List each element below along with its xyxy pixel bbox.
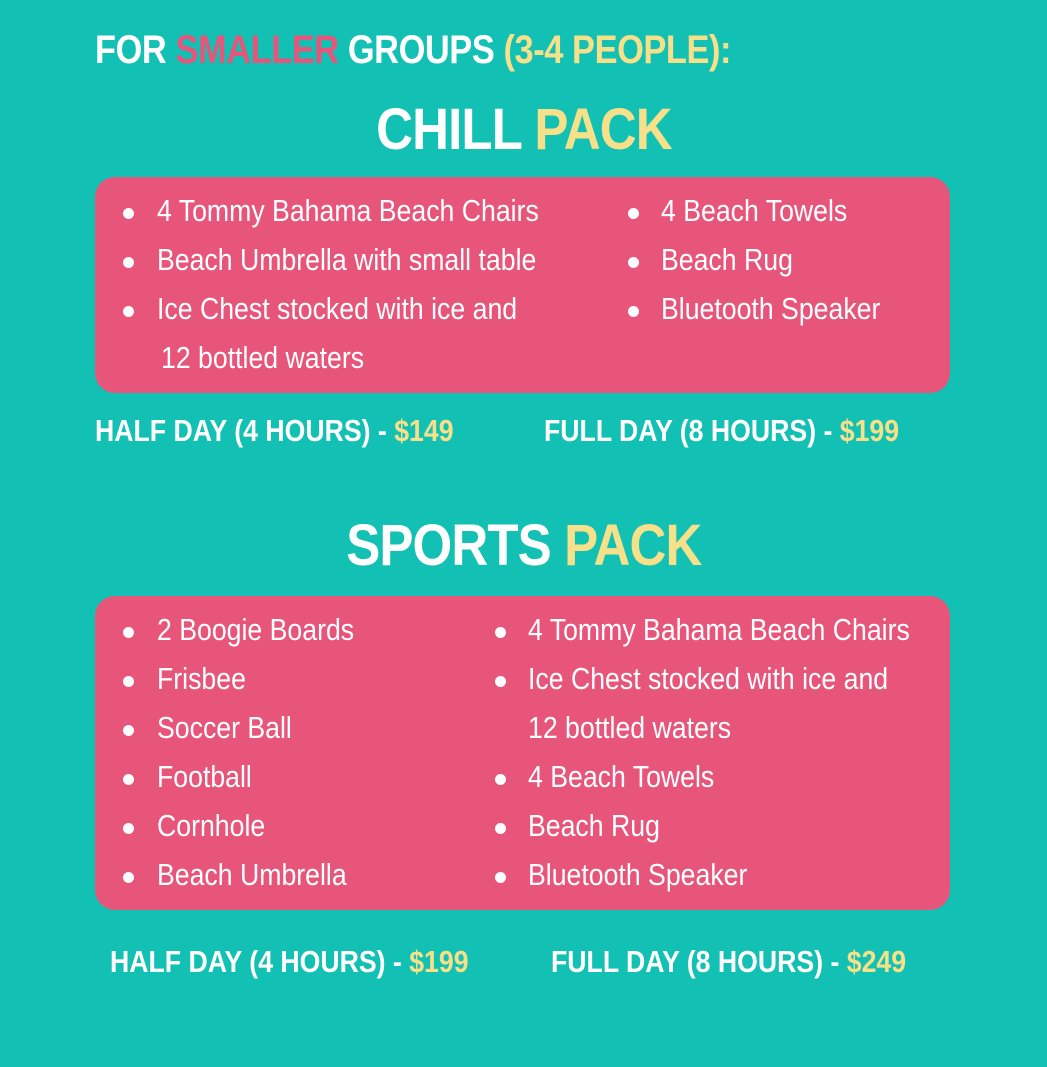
sports-item: Soccer Ball <box>157 710 292 745</box>
chill-item-continuation: 12 bottled waters <box>161 340 365 375</box>
chill-item: 4 Beach Towels <box>661 193 848 228</box>
sports-full-label: FULL DAY (8 HOURS) - <box>551 944 847 979</box>
heading-part-people: (3-4 PEOPLE): <box>503 28 732 72</box>
bullet-icon <box>123 725 134 736</box>
bullet-icon <box>628 306 639 317</box>
sports-full-day-price <box>551 944 906 980</box>
sports-item: Frisbee <box>157 661 246 696</box>
sports-item: Beach Rug <box>528 808 660 843</box>
bullet-icon <box>628 257 639 268</box>
sports-pack-title <box>0 512 1047 579</box>
sports-item: Bluetooth Speaker <box>528 857 748 892</box>
bullet-icon <box>123 208 134 219</box>
bullet-icon <box>123 774 134 785</box>
chill-full-amount: $199 <box>839 413 900 448</box>
heading-part-for: FOR <box>95 28 176 72</box>
sports-pack-card <box>95 596 950 910</box>
bullet-icon <box>495 676 506 687</box>
sports-item-continuation: 12 bottled waters <box>528 710 732 745</box>
sports-item: Football <box>157 759 252 794</box>
chill-title-pack: PACK <box>533 97 672 162</box>
bullet-icon <box>495 774 506 785</box>
heading-part-smaller: SMALLER <box>175 28 339 72</box>
bullet-icon <box>495 627 506 638</box>
bullet-icon <box>123 627 134 638</box>
chill-full-label: FULL DAY (8 HOURS) - <box>544 413 840 448</box>
bullet-icon <box>495 872 506 883</box>
sports-item: 2 Boogie Boards <box>157 612 355 647</box>
heading-part-groups: GROUPS <box>338 28 504 72</box>
bullet-icon <box>123 676 134 687</box>
sports-half-label: HALF DAY (4 HOURS) - <box>110 944 410 979</box>
sports-title-word: SPORTS <box>345 513 564 578</box>
sports-item: Cornhole <box>157 808 266 843</box>
chill-half-label: HALF DAY (4 HOURS) - <box>95 413 395 448</box>
chill-full-day-price <box>544 413 899 449</box>
bullet-icon <box>123 823 134 834</box>
bullet-icon <box>628 208 639 219</box>
chill-half-day-price <box>95 413 454 449</box>
bullet-icon <box>123 257 134 268</box>
chill-half-amount: $149 <box>394 413 454 448</box>
chill-item: Beach Umbrella with small table <box>157 242 537 277</box>
sports-item: Beach Umbrella <box>157 857 347 892</box>
chill-item: Bluetooth Speaker <box>661 291 881 326</box>
sports-item: Ice Chest stocked with ice and <box>528 661 889 696</box>
sports-half-day-price <box>110 944 469 980</box>
bullet-icon <box>123 872 134 883</box>
sports-item: 4 Beach Towels <box>528 759 715 794</box>
chill-pack-card <box>95 177 950 393</box>
sports-item: 4 Tommy Bahama Beach Chairs <box>528 612 910 647</box>
sports-full-amount: $249 <box>846 944 907 979</box>
chill-item: Beach Rug <box>661 242 793 277</box>
chill-item: Ice Chest stocked with ice and <box>157 291 518 326</box>
sports-title-pack: PACK <box>563 513 702 578</box>
chill-item: 4 Tommy Bahama Beach Chairs <box>157 193 539 228</box>
bullet-icon <box>495 823 506 834</box>
chill-title-word: CHILL <box>375 97 534 162</box>
chill-pack-title <box>0 96 1047 163</box>
bullet-icon <box>123 306 134 317</box>
group-size-heading <box>95 28 731 73</box>
sports-half-amount: $199 <box>409 944 469 979</box>
